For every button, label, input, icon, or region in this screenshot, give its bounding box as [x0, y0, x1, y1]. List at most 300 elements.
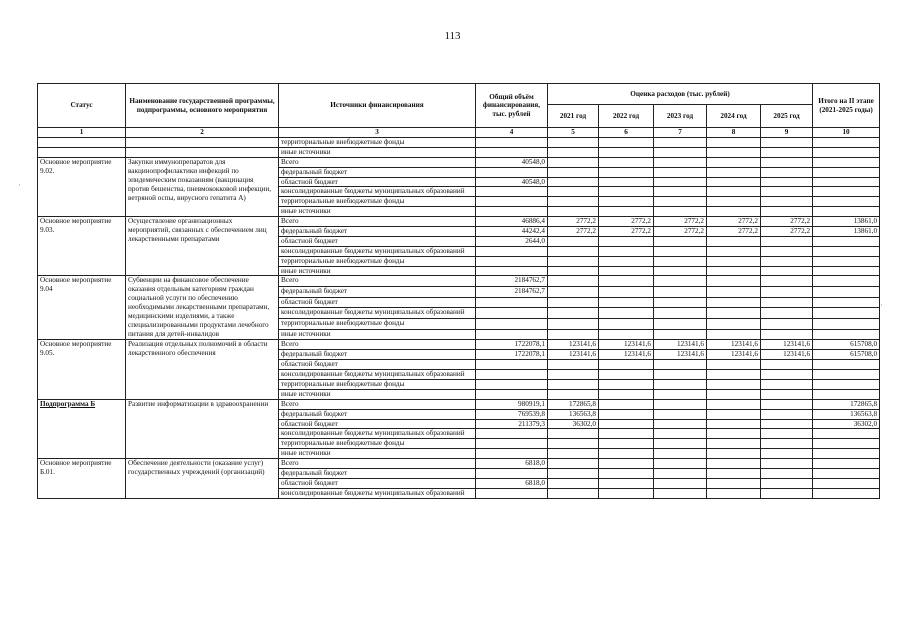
total-cell [476, 429, 548, 439]
year-cell [761, 360, 813, 370]
total-cell: 1722078,1 [476, 340, 548, 350]
year-cell [707, 469, 761, 479]
year-cell [654, 297, 707, 308]
stage-total-cell [813, 478, 880, 488]
status-cell: Основное мероприятие 9.02. [38, 157, 126, 216]
header-status: Статус [38, 84, 126, 128]
year-cell: 2772,2 [654, 217, 707, 227]
year-cell [654, 177, 707, 187]
stage-total-cell [813, 256, 880, 266]
year-cell [707, 197, 761, 207]
year-cell [707, 177, 761, 187]
header-year: 2024 год [707, 105, 761, 128]
year-cell [707, 459, 761, 469]
year-cell [707, 439, 761, 449]
year-cell [548, 197, 599, 207]
col-number: 5 [548, 128, 599, 138]
year-cell [548, 157, 599, 167]
year-cell [707, 449, 761, 459]
stage-total-cell [813, 167, 880, 177]
source-cell: территориальные внебюджетные фонды [279, 380, 476, 390]
value-cell [761, 138, 813, 148]
total-cell [476, 370, 548, 380]
year-cell [707, 167, 761, 177]
scan-speck: · [880, 300, 883, 310]
total-cell [476, 329, 548, 340]
source-cell: иные источники [279, 449, 476, 459]
source-cell: федеральный бюджет [279, 167, 476, 177]
year-cell [761, 469, 813, 479]
value-cell [761, 147, 813, 157]
source-cell: иные источники [279, 389, 476, 399]
year-cell [761, 236, 813, 246]
table-row [38, 459, 880, 469]
year-cell [654, 419, 707, 429]
total-cell [476, 246, 548, 256]
year-cell [599, 266, 654, 276]
name-cell [126, 147, 279, 157]
year-cell [548, 276, 599, 287]
year-cell [599, 409, 654, 419]
year-cell: 123141,6 [548, 350, 599, 360]
year-cell: 123141,6 [707, 340, 761, 350]
source-cell: территориальные внебюджетные фонды [279, 256, 476, 266]
year-cell [654, 459, 707, 469]
source-cell: консолидированные бюджеты муниципальных образований [279, 187, 476, 197]
year-cell [707, 370, 761, 380]
year-cell: 123141,6 [654, 340, 707, 350]
source-cell: областной бюджет [279, 360, 476, 370]
year-cell [707, 308, 761, 319]
col-number: 10 [813, 128, 880, 138]
year-cell: 2772,2 [761, 217, 813, 227]
year-cell: 2772,2 [761, 227, 813, 237]
year-cell [548, 360, 599, 370]
year-cell [548, 266, 599, 276]
year-cell [548, 256, 599, 266]
stage-total-cell [813, 469, 880, 479]
year-cell [548, 297, 599, 308]
total-cell: 2184762,7 [476, 276, 548, 287]
total-cell: 211379,3 [476, 419, 548, 429]
year-cell: 136563,8 [548, 409, 599, 419]
table-body [38, 138, 880, 499]
table-row [38, 276, 880, 287]
source-cell: областной бюджет [279, 419, 476, 429]
year-cell [599, 439, 654, 449]
table-header [38, 84, 880, 138]
year-cell [599, 370, 654, 380]
year-cell [599, 276, 654, 287]
total-cell: 46886,4 [476, 217, 548, 227]
year-cell [761, 308, 813, 319]
year-cell [599, 429, 654, 439]
total-cell [476, 308, 548, 319]
value-cell [476, 138, 548, 148]
total-cell [476, 167, 548, 177]
year-cell [761, 266, 813, 276]
total-cell [476, 266, 548, 276]
year-cell: 36302,0 [548, 419, 599, 429]
source-cell: Всего [279, 157, 476, 167]
year-cell [654, 370, 707, 380]
year-cell: 2772,2 [707, 227, 761, 237]
stage-total-cell [813, 287, 880, 298]
total-cell: 44242,4 [476, 227, 548, 237]
source-cell: федеральный бюджет [279, 350, 476, 360]
year-cell [548, 236, 599, 246]
year-cell [707, 360, 761, 370]
year-cell [548, 167, 599, 177]
header-sources: Источники финансирования [279, 84, 476, 128]
year-cell [654, 409, 707, 419]
year-cell: 123141,6 [761, 350, 813, 360]
year-cell [761, 157, 813, 167]
year-cell: 2772,2 [548, 227, 599, 237]
year-cell: 2772,2 [654, 227, 707, 237]
source-cell: Всего [279, 459, 476, 469]
source-cell: Всего [279, 276, 476, 287]
year-cell [707, 409, 761, 419]
total-cell [476, 207, 548, 217]
value-cell [654, 147, 707, 157]
header-year: 2021 год [548, 105, 599, 128]
stage-total-cell [813, 276, 880, 287]
year-cell [599, 167, 654, 177]
year-cell [654, 157, 707, 167]
year-cell [654, 266, 707, 276]
year-cell [707, 329, 761, 340]
year-cell [599, 287, 654, 298]
source-cell: территориальные внебюджетные фонды [279, 138, 476, 148]
stage-total-cell [813, 380, 880, 390]
col-number: 6 [599, 128, 654, 138]
source-cell: консолидированные бюджеты муниципальных образований [279, 308, 476, 319]
year-cell [761, 399, 813, 409]
year-cell [654, 329, 707, 340]
financing-table [37, 83, 880, 499]
year-cell [707, 389, 761, 399]
name-cell [126, 138, 279, 148]
stage-total-cell [813, 187, 880, 197]
year-cell [654, 439, 707, 449]
year-cell [548, 187, 599, 197]
scan-speck: · [18, 180, 21, 190]
stage-total-cell: 13861,0 [813, 227, 880, 237]
page-number: 113 [444, 30, 461, 42]
year-cell [654, 360, 707, 370]
source-cell: территориальные внебюджетные фонды [279, 439, 476, 449]
stage-total-cell [813, 319, 880, 330]
table-row [38, 340, 880, 350]
year-cell [654, 197, 707, 207]
value-cell [707, 147, 761, 157]
header-stage-total: Итого на II этапе (2021-2025 годы) [813, 84, 880, 128]
year-cell [599, 197, 654, 207]
year-cell [707, 256, 761, 266]
source-cell: консолидированные бюджеты муниципальных образований [279, 429, 476, 439]
source-cell: областной бюджет [279, 478, 476, 488]
year-cell [761, 207, 813, 217]
year-cell [599, 419, 654, 429]
total-cell: 6818,0 [476, 459, 548, 469]
year-cell [548, 329, 599, 340]
year-cell [548, 246, 599, 256]
year-cell [654, 246, 707, 256]
stage-total-cell: 615708,0 [813, 350, 880, 360]
value-cell [654, 138, 707, 148]
year-cell [599, 297, 654, 308]
header-year: 2022 год [599, 105, 654, 128]
year-cell [761, 439, 813, 449]
total-cell: 1722078,1 [476, 350, 548, 360]
year-cell [707, 207, 761, 217]
year-cell [761, 256, 813, 266]
year-cell [707, 287, 761, 298]
year-cell [654, 187, 707, 197]
stage-total-cell [813, 197, 880, 207]
status-cell [38, 138, 126, 148]
source-cell: иные источники [279, 207, 476, 217]
year-cell: 2772,2 [548, 217, 599, 227]
year-cell [599, 157, 654, 167]
year-cell [761, 370, 813, 380]
status-cell [38, 147, 126, 157]
year-cell [761, 409, 813, 419]
source-cell: иные источники [279, 147, 476, 157]
total-cell [476, 469, 548, 479]
year-cell: 123141,6 [548, 340, 599, 350]
year-cell: 2772,2 [599, 227, 654, 237]
year-cell: 123141,6 [599, 350, 654, 360]
total-cell: 2184762,7 [476, 287, 548, 298]
total-cell [476, 319, 548, 330]
year-cell [761, 419, 813, 429]
year-cell [761, 329, 813, 340]
header-year: 2025 год [761, 105, 813, 128]
year-cell [548, 389, 599, 399]
total-cell [476, 297, 548, 308]
year-cell [654, 207, 707, 217]
year-cell [761, 246, 813, 256]
year-cell [707, 419, 761, 429]
year-cell [599, 207, 654, 217]
year-cell [548, 449, 599, 459]
year-cell [761, 459, 813, 469]
total-cell [476, 187, 548, 197]
year-cell [761, 187, 813, 197]
year-cell [654, 449, 707, 459]
year-cell [599, 236, 654, 246]
total-cell: 40548,0 [476, 157, 548, 167]
year-cell [707, 246, 761, 256]
year-cell [654, 380, 707, 390]
year-cell [761, 167, 813, 177]
year-cell [599, 360, 654, 370]
stage-total-cell [813, 488, 880, 498]
year-cell [761, 449, 813, 459]
year-cell [654, 478, 707, 488]
year-cell [707, 319, 761, 330]
year-cell [707, 297, 761, 308]
value-cell [813, 147, 880, 157]
year-cell [548, 370, 599, 380]
year-cell [761, 389, 813, 399]
year-cell [548, 478, 599, 488]
total-cell: 980919,1 [476, 399, 548, 409]
year-cell [707, 488, 761, 498]
year-cell [654, 399, 707, 409]
stage-total-cell [813, 236, 880, 246]
year-cell: 123141,6 [707, 350, 761, 360]
year-cell [654, 308, 707, 319]
total-cell [476, 449, 548, 459]
year-cell [707, 266, 761, 276]
year-cell [707, 236, 761, 246]
status-cell: Основное мероприятие 9.03. [38, 217, 126, 276]
year-cell [654, 287, 707, 298]
source-cell: территориальные внебюджетные фонды [279, 319, 476, 330]
year-cell [707, 429, 761, 439]
stage-total-cell: 36302,0 [813, 419, 880, 429]
year-cell [599, 449, 654, 459]
value-cell [476, 147, 548, 157]
year-cell [548, 177, 599, 187]
source-cell: федеральный бюджет [279, 227, 476, 237]
table-row [38, 399, 880, 409]
name-cell: Развитие информатизации в здравоохранении [126, 399, 279, 458]
source-cell: консолидированные бюджеты муниципальных образований [279, 370, 476, 380]
col-number: 7 [654, 128, 707, 138]
year-cell [707, 276, 761, 287]
year-cell [548, 319, 599, 330]
year-cell [599, 187, 654, 197]
total-cell [476, 256, 548, 266]
year-cell [654, 236, 707, 246]
year-cell [599, 488, 654, 498]
year-cell [654, 389, 707, 399]
year-cell [761, 276, 813, 287]
year-cell [761, 319, 813, 330]
year-cell [548, 308, 599, 319]
year-cell [599, 319, 654, 330]
total-cell [476, 197, 548, 207]
year-cell: 123141,6 [599, 340, 654, 350]
total-cell [476, 360, 548, 370]
year-cell: 2772,2 [599, 217, 654, 227]
year-cell [654, 276, 707, 287]
stage-total-cell [813, 329, 880, 340]
year-cell [599, 459, 654, 469]
stage-total-cell: 172865,8 [813, 399, 880, 409]
year-cell [761, 429, 813, 439]
year-cell [761, 478, 813, 488]
year-cell [599, 256, 654, 266]
year-cell [761, 197, 813, 207]
source-cell: областной бюджет [279, 177, 476, 187]
year-cell: 2772,2 [707, 217, 761, 227]
stage-total-cell: 615708,0 [813, 340, 880, 350]
table-row [38, 157, 880, 167]
col-number: 4 [476, 128, 548, 138]
stage-total-cell [813, 370, 880, 380]
year-cell [761, 287, 813, 298]
stage-total-cell [813, 360, 880, 370]
total-cell: 769539,8 [476, 409, 548, 419]
year-cell [654, 167, 707, 177]
year-cell [599, 389, 654, 399]
year-cell [707, 478, 761, 488]
year-cell [599, 380, 654, 390]
header-name: Наименование государственной программы, подпрограммы, основного мероприятия [126, 84, 279, 128]
stage-total-cell [813, 308, 880, 319]
col-number: 3 [279, 128, 476, 138]
year-cell [548, 429, 599, 439]
year-cell: 172865,8 [548, 399, 599, 409]
header-year: 2023 год [654, 105, 707, 128]
year-cell [548, 439, 599, 449]
total-cell: 2644,0 [476, 236, 548, 246]
year-cell [761, 488, 813, 498]
year-cell [599, 329, 654, 340]
source-cell: консолидированные бюджеты муниципальных образований [279, 488, 476, 498]
value-cell [813, 138, 880, 148]
year-cell [654, 488, 707, 498]
status-cell: Основное мероприятие Б.01. [38, 459, 126, 499]
total-cell [476, 389, 548, 399]
total-cell: 40548,0 [476, 177, 548, 187]
source-cell: консолидированные бюджеты муниципальных образований [279, 246, 476, 256]
year-cell [761, 297, 813, 308]
year-cell [654, 256, 707, 266]
name-cell: Субвенции на финансовое обеспечение оказания отдельным категориям граждан социальной услуги по обеспечению необходимыми лекарственными препаратами, медицинскими изделиями, а также специализированными продуктами лечебного питания для детей-инвалидов [126, 276, 279, 340]
year-cell: 123141,6 [654, 350, 707, 360]
source-cell: Всего [279, 217, 476, 227]
year-cell [707, 157, 761, 167]
stage-total-cell [813, 157, 880, 167]
year-cell [599, 399, 654, 409]
stage-total-cell [813, 266, 880, 276]
year-cell [548, 380, 599, 390]
year-cell [654, 469, 707, 479]
year-cell [707, 380, 761, 390]
header-total: Общий объём финансирования, тыс. рублей [476, 84, 548, 128]
stage-total-cell [813, 246, 880, 256]
value-cell [548, 147, 599, 157]
year-cell [599, 478, 654, 488]
value-cell [599, 147, 654, 157]
year-cell [548, 287, 599, 298]
table-row [38, 217, 880, 227]
source-cell: Всего [279, 340, 476, 350]
source-cell: территориальные внебюджетные фонды [279, 197, 476, 207]
year-cell [548, 469, 599, 479]
header-estimate: Оценка расходов (тыс. рублей) [548, 84, 813, 105]
stage-total-cell [813, 439, 880, 449]
total-cell [476, 488, 548, 498]
year-cell [761, 177, 813, 187]
col-number: 2 [126, 128, 279, 138]
source-cell: федеральный бюджет [279, 287, 476, 298]
stage-total-cell: 136563,8 [813, 409, 880, 419]
stage-total-cell [813, 207, 880, 217]
stage-total-cell [813, 429, 880, 439]
source-cell: федеральный бюджет [279, 409, 476, 419]
col-number: 1 [38, 128, 126, 138]
value-cell [707, 138, 761, 148]
year-cell [654, 319, 707, 330]
source-cell: областной бюджет [279, 297, 476, 308]
